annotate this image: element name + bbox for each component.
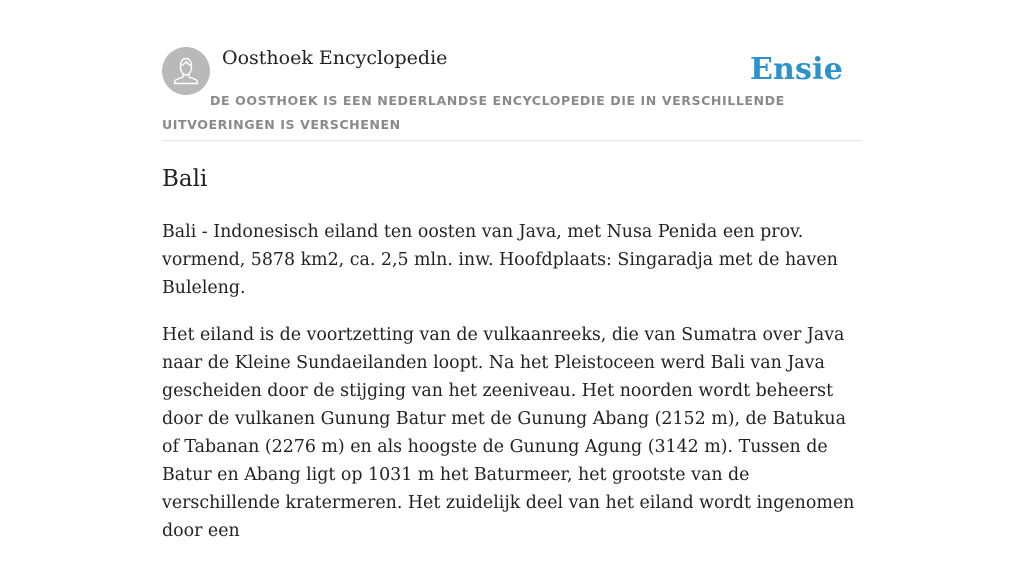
site-logo[interactable]: Ensie [749,52,843,87]
source-description: DE OOSTHOEK IS EEN NEDERLANDSE ENCYCLOPEDIE DIE IN VERSCHILLENDE UITVOERINGEN IS VERSCHENEN [162,93,785,132]
article-paragraph: Het eiland is de voortzetting van de vulkaanreeks, die van Sumatra over Java naar de Kleine Sundaeilanden loopt. Na het Pleistoceen werd Bali van Java gescheiden door de stijging van het zeeniveau. Het noorden wordt beheerst door de vulkanen Gunung Batur met de Gunung Abang (2152 m), de Batukua of Tabanan (2276 m) en als hoogste de Gunung Agung (3142 m). Tussen de Batur en Abang ligt op 1031 m het Baturmeer, het grootste van de verschillende kratermeren. Het zuidelijk deel van het eiland wordt ingenomen door een [162,325,855,541]
source-header [162,46,862,141]
article-paragraph: Bali - Indonesisch eiland ten oosten van Java, met Nusa Penida een prov. vormend, 5878 km2, ca. 2,5 mln. inw. Hoofdplaats: Singaradja met de haven Buleleng. [162,222,838,298]
article-title: Bali [162,166,208,192]
user-silhouette-icon [162,47,210,95]
article [162,160,862,564]
source-name[interactable]: Oosthoek Encyclopedie [222,47,448,69]
source-avatar[interactable] [162,47,210,95]
